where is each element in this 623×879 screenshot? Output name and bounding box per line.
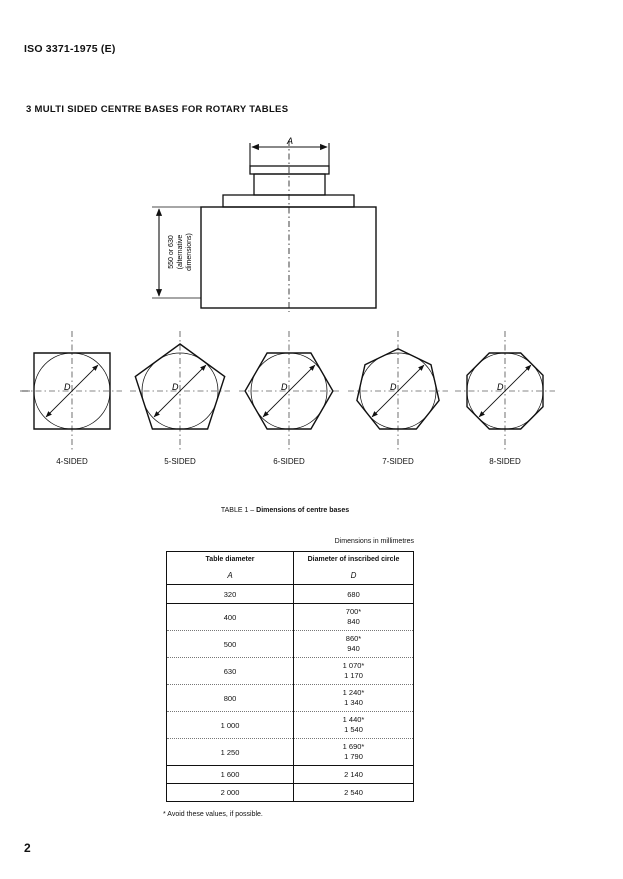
value-preferred-not: 1 070* [342,661,365,670]
inscribed-diameter-cell [294,604,414,631]
value: 940 [347,644,360,653]
shape-label-5-sided: 5-SIDED [164,457,196,466]
inscribed-diameter-cell: 680 [294,585,414,604]
alternative-label-1: (alternative [177,234,184,270]
col1-symbol: A [167,567,294,585]
inscribed-diameter-cell [294,658,414,685]
table-row [167,784,414,802]
table-row [167,631,414,658]
side-elevation-drawing [152,140,376,312]
polygon-7-sided [348,331,448,451]
table-caption-title: Dimensions of centre bases [256,507,350,514]
section-title: 3 MULTI SIDED CENTRE BASES FOR ROTARY TABLES [26,104,289,115]
table-diameter-cell: 500 [167,631,294,658]
polygon-4-sided [22,331,122,451]
table-diameter-cell: 1 000 [167,712,294,739]
value-preferred-not: 1 690* [342,742,365,751]
inscribed-diameter-cell [294,631,414,658]
table-diameter-cell: 1 250 [167,739,294,766]
footnote: * Avoid these values, if possible. [163,811,263,818]
inscribed-diameter-cell [294,712,414,739]
value-preferred-not: 1 240* [342,688,365,697]
value: 840 [347,617,360,626]
value: 1 790 [344,752,363,761]
table-row [167,658,414,685]
document-id: ISO 3371-1975 (E) [24,43,116,55]
table-row [167,685,414,712]
height-dimension-label: 550 or 630 [168,235,175,269]
col1-header: Table diameter [167,552,294,568]
inscribed-diameter-cell: 2 140 [294,766,414,784]
inscribed-diameter-cell: 2 540 [344,788,363,797]
table-diameter-cell: 2 000 [167,784,294,802]
table-diameter-cell: 400 [167,604,294,631]
shape-label-8-sided: 8-SIDED [489,457,521,466]
polygon-8-sided [455,331,555,451]
table-caption-prefix: TABLE 1 – [220,507,257,514]
value-preferred-not: 700* [345,607,362,616]
dimension-a-label: A [286,136,294,146]
shape-label-6-sided: 6-SIDED [273,457,305,466]
shape-label-4-sided: 4-SIDED [56,457,88,466]
polygon-drawings [20,331,555,451]
inscribed-diameter-cell [294,739,414,766]
table-caption [170,507,400,514]
table-row [167,712,414,739]
value: 1 340 [344,698,363,707]
table-diameter-cell: 320 [167,585,294,604]
diameter-label: D [497,382,504,392]
value-preferred-not: 1 440* [342,715,365,724]
shape-label-7-sided: 7-SIDED [382,457,414,466]
diameter-label: D [172,382,179,392]
col2-symbol: D [294,567,414,585]
diameter-label: D [64,382,71,392]
polygon-5-sided [130,331,230,451]
value-preferred-not: 860* [345,634,362,643]
col2-header: Diameter of inscribed circle [307,556,400,563]
alternative-label-2: dimensions) [186,233,193,271]
units-note: Dimensions in millimetres [334,538,414,545]
page-number: 2 [24,841,31,855]
table-row [167,739,414,766]
table-row [167,766,414,784]
dimensions-table [166,551,414,802]
diameter-label: D [390,382,397,392]
table-diameter-cell: 630 [167,658,294,685]
table-diameter-cell: 800 [167,685,294,712]
value: 1 540 [344,725,363,734]
polygon-6-sided [239,331,339,451]
diameter-label: D [281,382,288,392]
table-row [167,585,414,604]
table-diameter-cell: 1 600 [167,766,294,784]
inscribed-diameter-cell [294,685,414,712]
value: 1 170 [344,671,363,680]
table-row [167,604,414,631]
